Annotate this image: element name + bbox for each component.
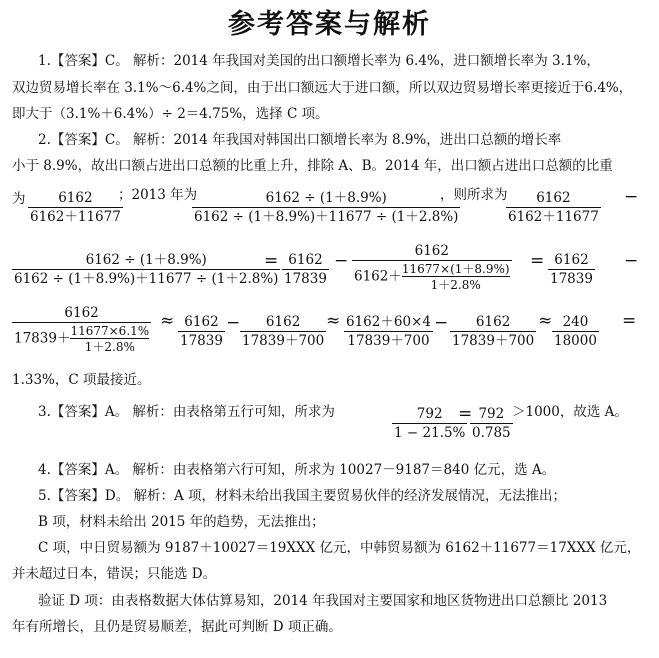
page-title: 参考答案与解析 <box>228 9 431 40</box>
fraction-8-num: 6162 <box>64 305 99 321</box>
equals-1: = <box>264 251 279 271</box>
fraction-8 <box>12 305 151 354</box>
fraction-2 <box>192 190 460 226</box>
q2-then: ，则所求为 <box>440 187 508 203</box>
q5-line2: B 项，材料未给出 2015 年的趋势，无法推出； <box>38 514 325 530</box>
q3-line1: 3.【答案】A。 解析：由表格第五行可知，所求为 <box>38 404 335 420</box>
fraction-9-num: 6162 <box>184 314 219 330</box>
fraction-3-num: 6162 <box>536 190 571 206</box>
fraction-6-num: 6162 <box>414 243 449 259</box>
equals-2: = <box>530 251 545 271</box>
fraction-11-num: 6162＋60×4 <box>346 314 431 330</box>
fraction-7-num: 6162 <box>554 252 589 268</box>
q5-line6: 年有所增长，且仍是贸易顺差，据此可判断 D 项正确。 <box>12 619 342 635</box>
q2-line1: 2.【答案】C。 解析：2014 年我国对韩国出口额增长率为 8.9%，进出口总额的增长率 <box>38 132 562 148</box>
fraction-8-den-pre: 17839＋ <box>14 330 71 347</box>
fraction-q3a-num: 792 <box>416 406 443 422</box>
fraction-6-den-pre: 6162＋ <box>354 268 402 285</box>
fraction-12 <box>450 314 536 350</box>
fraction-1-den: 6162＋11677 <box>30 209 121 225</box>
q3-tail: ＞1000，故选 A。 <box>512 404 628 420</box>
fraction-q3b <box>470 406 513 442</box>
q5-line3: C 项，中日贸易额为 9187＋10027＝19XXX 亿元，中韩贸易额为 6162＋11677＝17XXX 亿元， <box>38 540 641 556</box>
fraction-11 <box>344 314 433 350</box>
q5-line5: 验证 D 项：由表格数据大体估算易知，2014 年我国对主要国家和地区货物进出口总额比 2013 <box>38 593 608 609</box>
approx-2: ≈ <box>326 311 341 331</box>
fraction-7-den: 17839 <box>550 271 593 287</box>
fraction-10 <box>240 314 326 350</box>
fraction-6-inner-den: 1＋2.8% <box>402 276 510 292</box>
fraction-q3a-den: 1 − 21.5% <box>394 425 466 441</box>
fraction-q3a <box>392 406 467 442</box>
fraction-11-den: 17839＋700 <box>344 331 433 350</box>
fraction-6 <box>352 243 512 292</box>
fraction-1 <box>28 190 123 226</box>
fraction-7 <box>548 252 595 288</box>
q1-line1: 1.【答案】C。 解析：2014 年我国对美国的出口额增长率为 6.4%，进口额增长率为 3.1%， <box>38 53 600 69</box>
fraction-2-num: 6162 ÷ (1＋8.9%) <box>265 190 387 206</box>
fraction-3 <box>506 190 601 226</box>
fraction-10-den: 17839＋700 <box>242 333 325 349</box>
approx-1: ≈ <box>160 311 175 331</box>
fraction-6-den <box>352 260 512 292</box>
fraction-6-inner <box>402 262 510 292</box>
fraction-12-den: 17839＋700 <box>452 333 535 349</box>
fraction-5-num: 6162 <box>288 252 323 268</box>
fraction-13 <box>552 314 599 350</box>
fraction-10-num: 6162 <box>265 314 301 330</box>
fraction-2-den: 6162 ÷ (1＋8.9%)＋11677 ÷ (1＋2.8%) <box>194 209 459 225</box>
fraction-8-inner <box>70 324 149 354</box>
minus-5: − <box>434 313 449 333</box>
q1-line2: 双边贸易增长率在 3.1%～6.4%之间，由于出口额远大于进口额，所以双边贸易增长率更接近于6.4%， <box>12 80 633 96</box>
minus-3: − <box>624 251 639 271</box>
fraction-5-den: 17839 <box>284 271 327 287</box>
fraction-8-inner-den: 1＋2.8% <box>70 338 149 354</box>
equals-q3: = <box>458 404 473 424</box>
equals-3: = <box>622 311 637 331</box>
q2-semi: ；2013 年为 <box>118 187 198 203</box>
fraction-8-den <box>12 322 151 354</box>
q2-wei: 为 <box>12 191 26 207</box>
fraction-q3b-num: 792 <box>478 406 505 422</box>
fraction-9 <box>178 314 225 350</box>
minus-2: − <box>334 251 349 271</box>
q2-end: 1.33%，C 项最接近。 <box>12 372 151 388</box>
fraction-3-den: 6162＋11677 <box>508 209 599 225</box>
q5-line4: 并未超过日本，错误；只能选 D。 <box>12 566 217 582</box>
fraction-13-den: 18000 <box>554 333 597 349</box>
fraction-4 <box>12 252 280 288</box>
fraction-9-den: 17839 <box>180 333 223 349</box>
fraction-13-num: 240 <box>562 314 589 330</box>
q4-line1: 4.【答案】A。 解析：由表格第六行可知，所求为 10027－9187＝840 亿元，选 A。 <box>38 462 556 478</box>
approx-3: ≈ <box>538 311 553 331</box>
q5-line1: 5.【答案】D。 解析：A 项，材料未给出我国主要贸易伙伴的经济发展情况，无法推出； <box>38 488 567 504</box>
fraction-q3b-den: 0.785 <box>472 425 511 441</box>
minus-1: − <box>624 187 639 207</box>
fraction-1-num: 6162 <box>58 190 93 206</box>
fraction-5 <box>282 252 329 288</box>
fraction-8-inner-num: 11677×6.1% <box>70 324 150 338</box>
fraction-12-num: 6162 <box>475 314 511 330</box>
fraction-4-den: 6162 ÷ (1＋8.9%)＋11677 ÷ (1＋2.8%) <box>14 271 279 287</box>
fraction-4-num: 6162 ÷ (1＋8.9%) <box>85 252 207 268</box>
fraction-6-inner-num: 11677×(1＋8.9%) <box>401 262 510 276</box>
q2-line2: 小于 8.9%，故出口额占进出口总额的比重上升，排除 A、B。2014 年，出口额占进出口总额的比重 <box>12 158 613 174</box>
minus-4: − <box>226 313 241 333</box>
q1-line3: 即大于（3.1%＋6.4%）÷ 2＝4.75%，选择 C 项。 <box>12 106 329 122</box>
